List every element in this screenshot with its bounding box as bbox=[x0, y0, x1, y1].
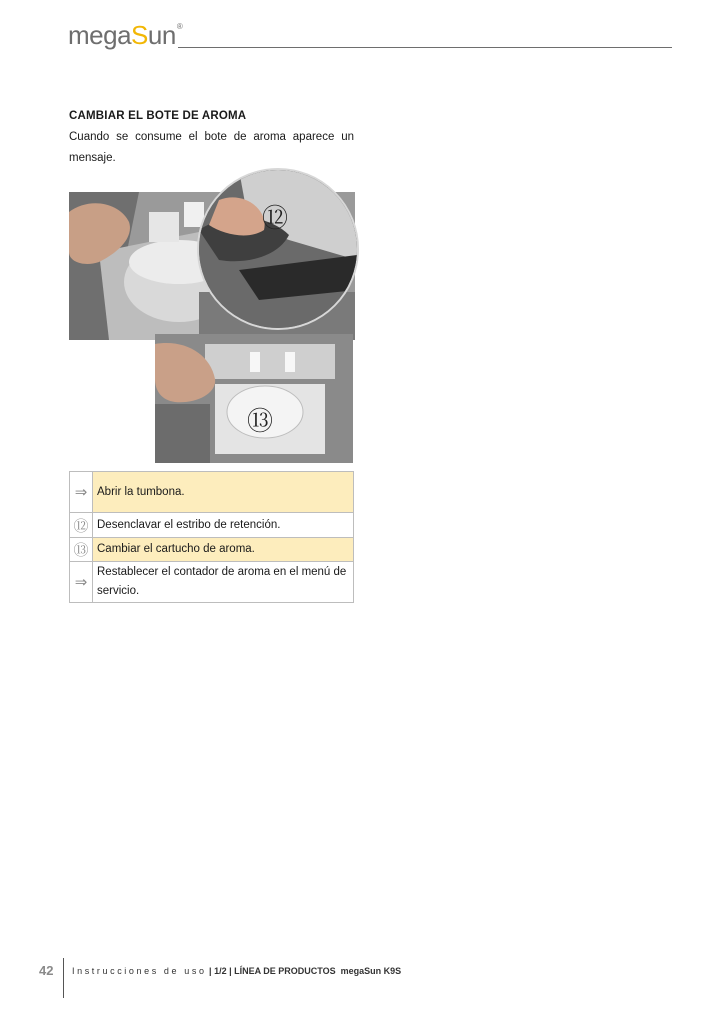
callout-13-icon: ⑬ bbox=[70, 538, 93, 562]
step-row bbox=[70, 538, 354, 562]
step-row bbox=[70, 513, 354, 538]
section-intro: Cuando se consume el bote de aroma aparece un mensaje. bbox=[69, 131, 354, 164]
arrow-icon: ⇒ bbox=[70, 472, 93, 513]
footer-divider bbox=[63, 958, 64, 998]
step-row bbox=[70, 562, 354, 603]
footer-caption: Instrucciones de uso | 1/2 | LÍNEA DE PRODUCTOS megaSun K9S bbox=[72, 966, 402, 976]
steps-table bbox=[69, 471, 354, 603]
arrow-icon: ⇒ bbox=[70, 562, 93, 603]
callout-12-icon: ⑫ bbox=[70, 513, 93, 538]
photo-aroma-cartridge bbox=[155, 334, 353, 463]
section-title: CAMBIAR EL BOTE DE AROMA bbox=[69, 110, 247, 122]
step-text: Cambiar el cartucho de aroma. bbox=[93, 538, 354, 562]
header-rule bbox=[178, 47, 672, 48]
step-text: Restablecer el contador de aroma en el menú de servicio. bbox=[93, 562, 354, 603]
page-number: 42 bbox=[39, 963, 54, 978]
step-row bbox=[70, 472, 354, 513]
photo-zoom-detail bbox=[197, 168, 359, 330]
callout-13: ⑬ bbox=[247, 406, 274, 436]
callout-12: ⑫ bbox=[262, 203, 289, 233]
brand-logo: megaSun® bbox=[68, 20, 183, 50]
step-text: Abrir la tumbona. bbox=[93, 472, 354, 513]
step-text: Desenclavar el estribo de retención. bbox=[93, 513, 354, 538]
